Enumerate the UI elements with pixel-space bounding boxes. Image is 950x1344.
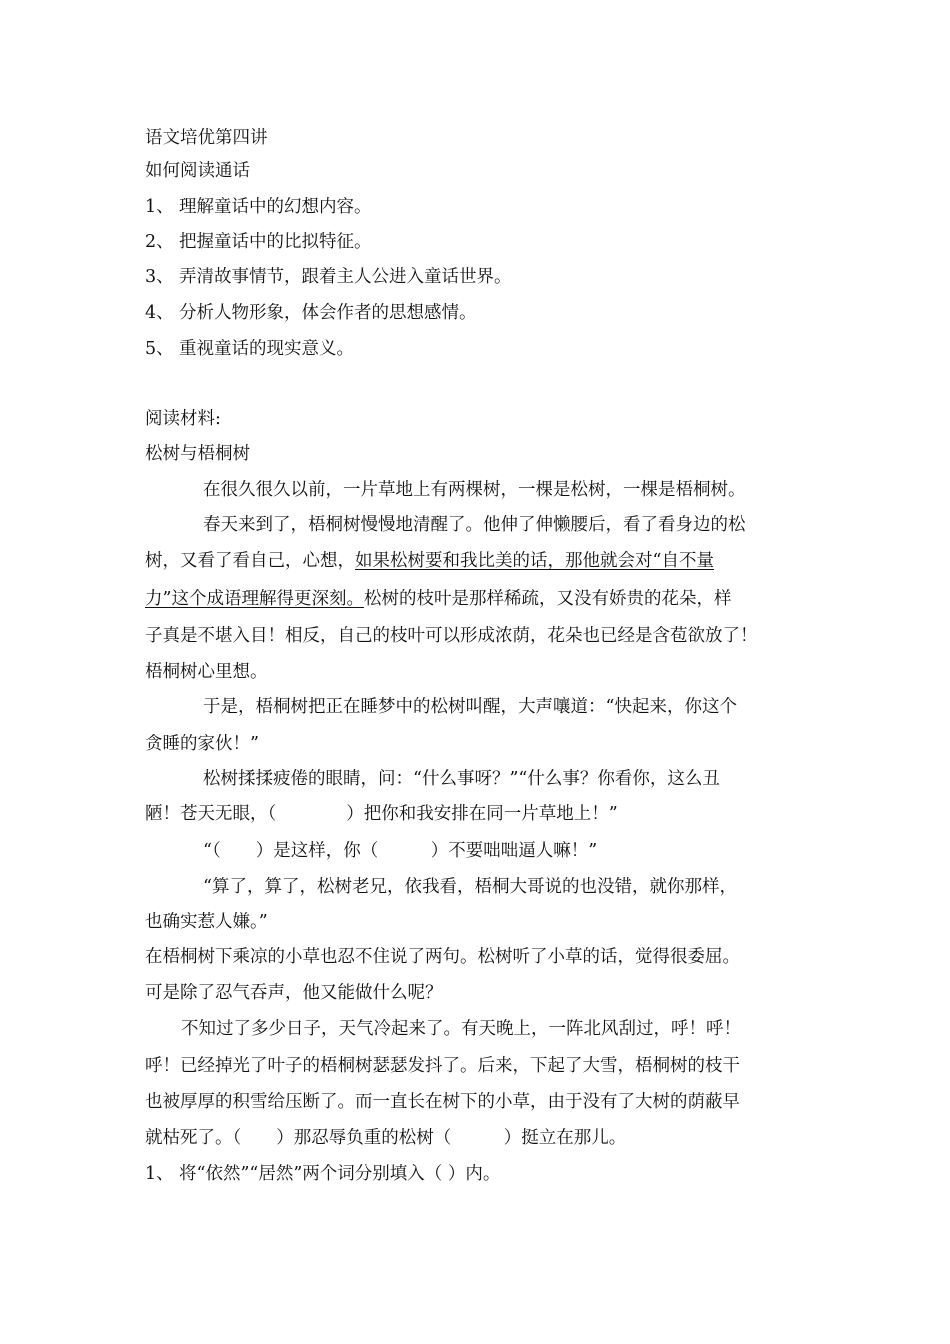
method-number: 4、 (145, 303, 174, 323)
story-line: 就枯死了。（ ）那忍辱负重的松树（ ）挺立在那儿。 (145, 1128, 627, 1148)
method-item (145, 336, 825, 362)
method-item (145, 300, 825, 326)
story-line: 呼！已经掉光了叶子的梧桐树瑟瑟发抖了。后来，下起了大雪，梧桐树的枝干 (145, 1056, 740, 1076)
underlined-sentence: 如果松树要和我比美的话，那他就会对“自不量 (355, 551, 714, 571)
story-line: “（ ）是这样，你（ ）不要咄咄逼人嘛！” (203, 841, 598, 861)
method-item (145, 194, 825, 220)
method-item (145, 264, 825, 290)
story-text: 树，又看了看自己，心想， (145, 551, 355, 571)
story-line: 梧桐树心里想。 (145, 662, 268, 682)
story-text: 松树的枝叶是那样稀疏，又没有娇贵的花朵，样 (363, 589, 732, 609)
story-line: 松树揉揉疲倦的眼睛，问：“什么事呀？”“什么事？你看你，这么丑 (203, 769, 720, 789)
story-line: 春天来到了，梧桐树慢慢地清醒了。他伸了伸懒腰后，看了看身边的松 (203, 515, 746, 535)
lesson-title: 语文培优第四讲 (145, 128, 268, 148)
underlined-sentence: 力”这个成语理解得更深刻。 (145, 589, 364, 609)
story-line: 在很久很久以前，一片草地上有两棵树，一棵是松树，一棵是梧桐树。 (203, 480, 746, 500)
story-line: 也确实惹人嫌。” (145, 912, 268, 932)
lesson-subtitle: 如何阅读通话 (145, 161, 250, 181)
story-line: 也被厚厚的积雪给压断了。而一直长在树下的小草，由于没有了大树的荫蔽早 (145, 1092, 740, 1112)
story-line: “算了，算了，松树老兄，依我看，梧桐大哥说的也没错，就你那样， (203, 877, 737, 897)
question-item (145, 1161, 825, 1187)
story-line (145, 586, 825, 612)
method-text: 理解童话中的幻想内容。 (179, 197, 372, 217)
story-line: 可是除了忍气吞声，他又能做什么呢？ (145, 983, 443, 1003)
method-number: 5、 (145, 339, 174, 359)
story-line: 不知过了多少日子，天气冷起来了。有天晚上，一阵北风刮过，呼！呼！ (181, 1019, 741, 1039)
method-text: 把握童话中的比拟特征。 (179, 232, 372, 252)
story-title: 松树与梧桐树 (145, 444, 250, 464)
story-line: 在梧桐树下乘凉的小草也忍不住说了两句。松树听了小草的话，觉得很委屈。 (145, 947, 740, 967)
method-text: 弄清故事情节，跟着主人公进入童话世界。 (179, 267, 512, 287)
method-text: 分析人物形象，体会作者的思想感情。 (179, 303, 477, 323)
method-number: 3、 (145, 267, 174, 287)
story-line (145, 548, 825, 574)
story-line: 于是，梧桐树把正在睡梦中的松树叫醒，大声嚷道：“快起来，你这个 (203, 697, 737, 717)
story-line: 陋！苍天无眼，（ ）把你和我安排在同一片草地上！” (145, 804, 618, 824)
reading-label: 阅读材料: (145, 409, 221, 429)
method-number: 1、 (145, 197, 174, 217)
question-text: 将“依然”“居然”两个词分别填入（ ）内。 (179, 1164, 501, 1184)
story-line: 贪睡的家伙！” (145, 734, 259, 754)
question-number: 1、 (145, 1164, 174, 1184)
method-item (145, 229, 825, 255)
method-text: 重视童话的现实意义。 (179, 339, 354, 359)
story-line: 子真是不堪入目！相反，自己的枝叶可以形成浓荫，花朵也已经是含苞欲放了！ (145, 626, 758, 646)
method-number: 2、 (145, 232, 174, 252)
